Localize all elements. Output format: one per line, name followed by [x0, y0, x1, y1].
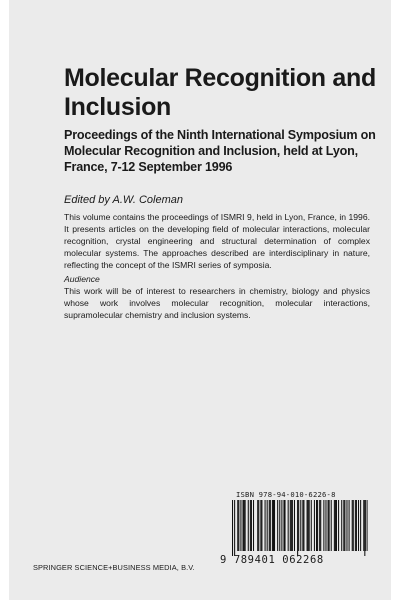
barcode-bar [335, 500, 336, 551]
barcode-bar [248, 500, 249, 551]
barcode-bars [232, 500, 368, 556]
barcode-bar [269, 500, 270, 551]
barcode-bar [346, 500, 347, 551]
barcode-bar [338, 500, 339, 551]
barcode-bar [277, 500, 278, 551]
barcode-bar [292, 500, 293, 551]
barcode-bar [352, 500, 353, 551]
book-description: This volume contains the proceedings of ISMRI 9, held in Lyon, France, in 1996. It presents articles on the developing field of molecular interactions, molecular recognition, crystal engineering and structural determination of complex molecular systems. The approaches described are interdisciplinary in nature, reflecting the concept of the ISMRI series of symposia. [64, 212, 370, 270]
barcode-bar [290, 500, 291, 551]
barcode-bar [314, 500, 315, 551]
barcode-bar [238, 500, 239, 551]
barcode-bar [232, 500, 233, 556]
barcode-bar [298, 500, 299, 551]
barcode-bar [267, 500, 268, 551]
barcode-bar [358, 500, 359, 551]
barcode-bar [323, 500, 324, 551]
barcode-bar [331, 500, 332, 551]
barcode-bar [364, 500, 365, 556]
barcode-bar [253, 500, 254, 551]
barcode-bar [257, 500, 258, 551]
barcode-bar [243, 500, 244, 551]
barcode-bar [341, 500, 342, 551]
barcode-bar [367, 500, 368, 551]
barcode-bar [274, 500, 275, 551]
barcode-bar [344, 500, 345, 551]
barcode-bar [237, 500, 238, 551]
barcode-bar [302, 500, 303, 551]
barcode-bar [265, 500, 266, 551]
barcode-bar [316, 500, 317, 551]
barcode-bar [283, 500, 284, 551]
book-title: Molecular Recognition and Inclusion [64, 64, 376, 121]
barcode-bar [308, 500, 309, 551]
barcode-bar [240, 500, 241, 551]
barcode-bar [251, 500, 252, 551]
isbn-number: ISBN 978-94-010-6226-8 [236, 490, 336, 499]
barcode-bar [355, 500, 356, 551]
isbn-barcode [217, 490, 369, 572]
barcode-bar [311, 500, 312, 551]
barcode-bar [250, 500, 251, 551]
barcode-bar [303, 500, 304, 551]
barcode-bar [353, 500, 354, 551]
barcode-bar [319, 500, 320, 551]
barcode-bar [317, 500, 318, 551]
barcode-bar [309, 500, 310, 551]
barcode-bar [343, 500, 344, 551]
audience-text: This work will be of interest to researchers in chemistry, biology and physics whose work involves molecular recognition, molecular interactions, supramolecular chemistry and inclusion systems. [64, 286, 370, 320]
barcode-bar [260, 500, 261, 551]
barcode-bar [365, 500, 366, 551]
barcode-bar [234, 500, 235, 556]
barcode-bar [307, 500, 308, 551]
barcode-bar [281, 500, 282, 551]
barcode-bar [360, 500, 361, 551]
barcode-bar [270, 500, 271, 551]
barcode-bar [349, 500, 350, 551]
barcode-bar [273, 500, 274, 551]
barcode-bar [244, 500, 245, 551]
barcode-bar [245, 500, 246, 551]
barcode-bar [300, 500, 301, 551]
barcode-bar [363, 500, 364, 551]
book-subtitle: Proceedings of the Ninth International Symposium on Molecular Recognition and Inclusion, held at Lyon, France, 7-12 September 1996 [64, 128, 376, 174]
barcode-bar [334, 500, 335, 551]
back-cover [9, 0, 391, 600]
barcode-bar [285, 500, 286, 551]
barcode-bar [356, 500, 357, 551]
ean-digits: 9 789401 062268 [220, 554, 324, 566]
barcode-bar [272, 500, 273, 551]
barcode-bar [328, 500, 329, 551]
barcode-bar [294, 500, 295, 551]
publisher-name: SPRINGER SCIENCE+BUSINESS MEDIA, B.V. [33, 563, 195, 572]
audience-label: Audience [64, 274, 100, 284]
barcode-bar [336, 500, 337, 551]
barcode-bar [320, 500, 321, 551]
barcode-bar [329, 500, 330, 551]
barcode-bar [297, 500, 298, 556]
barcode-bar [261, 500, 262, 551]
barcode-bar [279, 500, 280, 551]
barcode-bar [288, 500, 289, 551]
barcode-bar [258, 500, 259, 551]
editor-credit: Edited by A.W. Coleman [64, 194, 184, 206]
barcode-bar [325, 500, 326, 551]
barcode-bar [291, 500, 292, 551]
